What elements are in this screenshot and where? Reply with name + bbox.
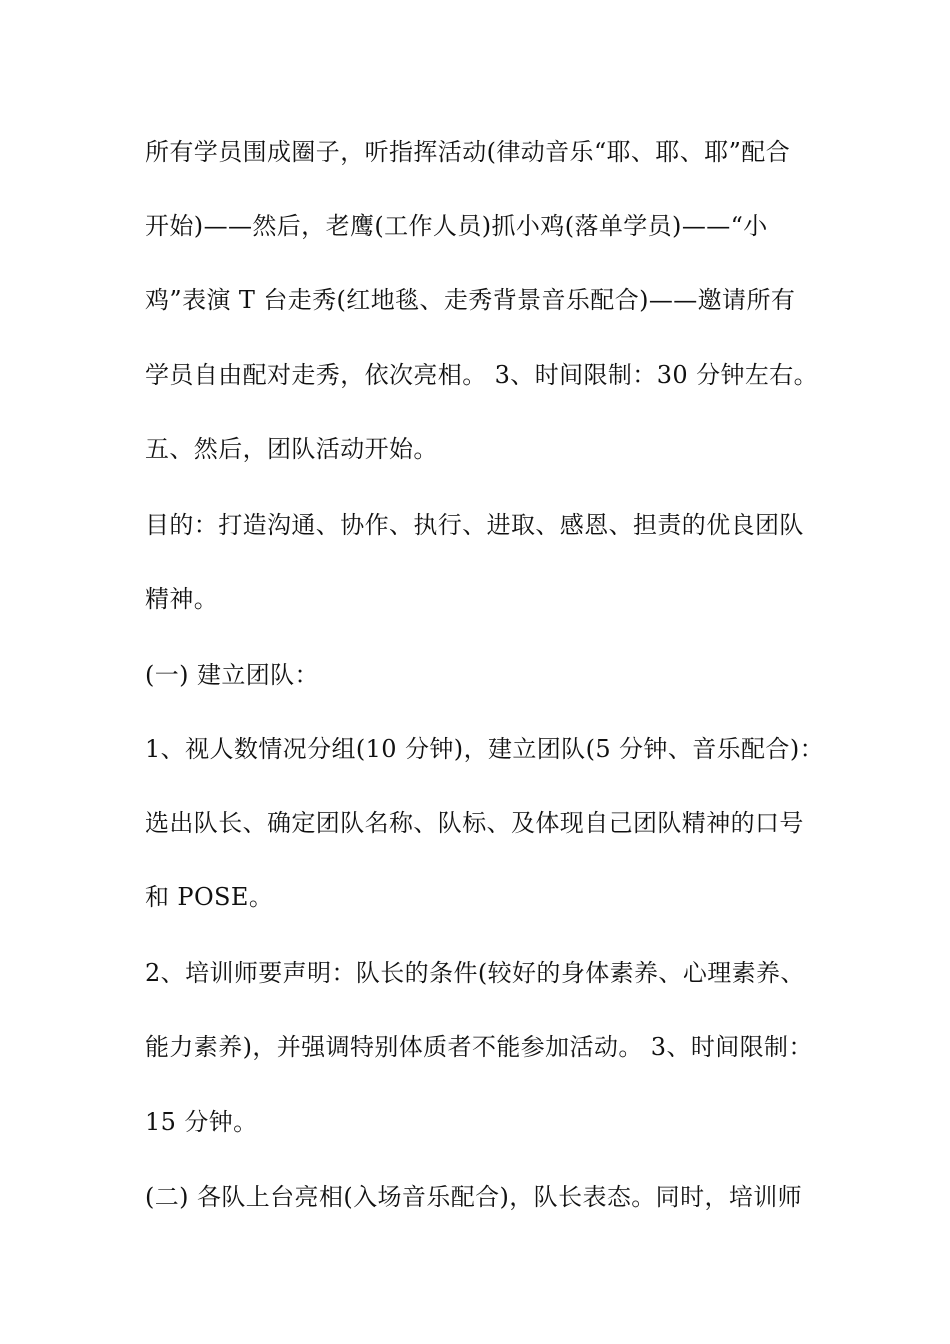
text-line: 精神。 [145,585,219,613]
text-line: 1、视人数情况分组(10 分钟)，建立团队(5 分钟、音乐配合)： [145,735,824,763]
text-line: 能力素养)，并强调特别体质者不能参加活动。 3、时间限制： [145,1033,813,1061]
subsection-heading: (一) 建立团队： [145,661,319,689]
text-line: 目的：打造沟通、协作、执行、进取、感恩、担责的优良团队 [145,511,804,539]
section-heading: 五、然后，团队活动开始。 [145,435,438,463]
text-line: 学员自由配对走秀，依次亮相。 3、时间限制：30 分钟左右。 [145,361,819,389]
text-line: 15 分钟。 [145,1108,258,1136]
text-line: 选出队长、确定团队名称、队标、及体现自己团队精神的口号 [145,809,804,837]
text-line: 2、培训师要声明：队长的条件(较好的身体素养、心理素养、 [145,959,805,987]
text-line: 和 POSE。 [145,883,274,911]
text-line: 鸡”表演 T 台走秀(红地毯、走秀背景音乐配合)——邀请所有 [145,286,796,314]
subsection-heading: (二) 各队上台亮相(入场音乐配合)，队长表态。同时，培训师 [145,1183,803,1211]
text-line: 开始)——然后，老鹰(工作人员)抓小鸡(落单学员)——“小 [145,212,768,240]
text-line: 所有学员围成圈子，听指挥活动(律动音乐“耶、耶、耶”配合 [145,138,791,166]
